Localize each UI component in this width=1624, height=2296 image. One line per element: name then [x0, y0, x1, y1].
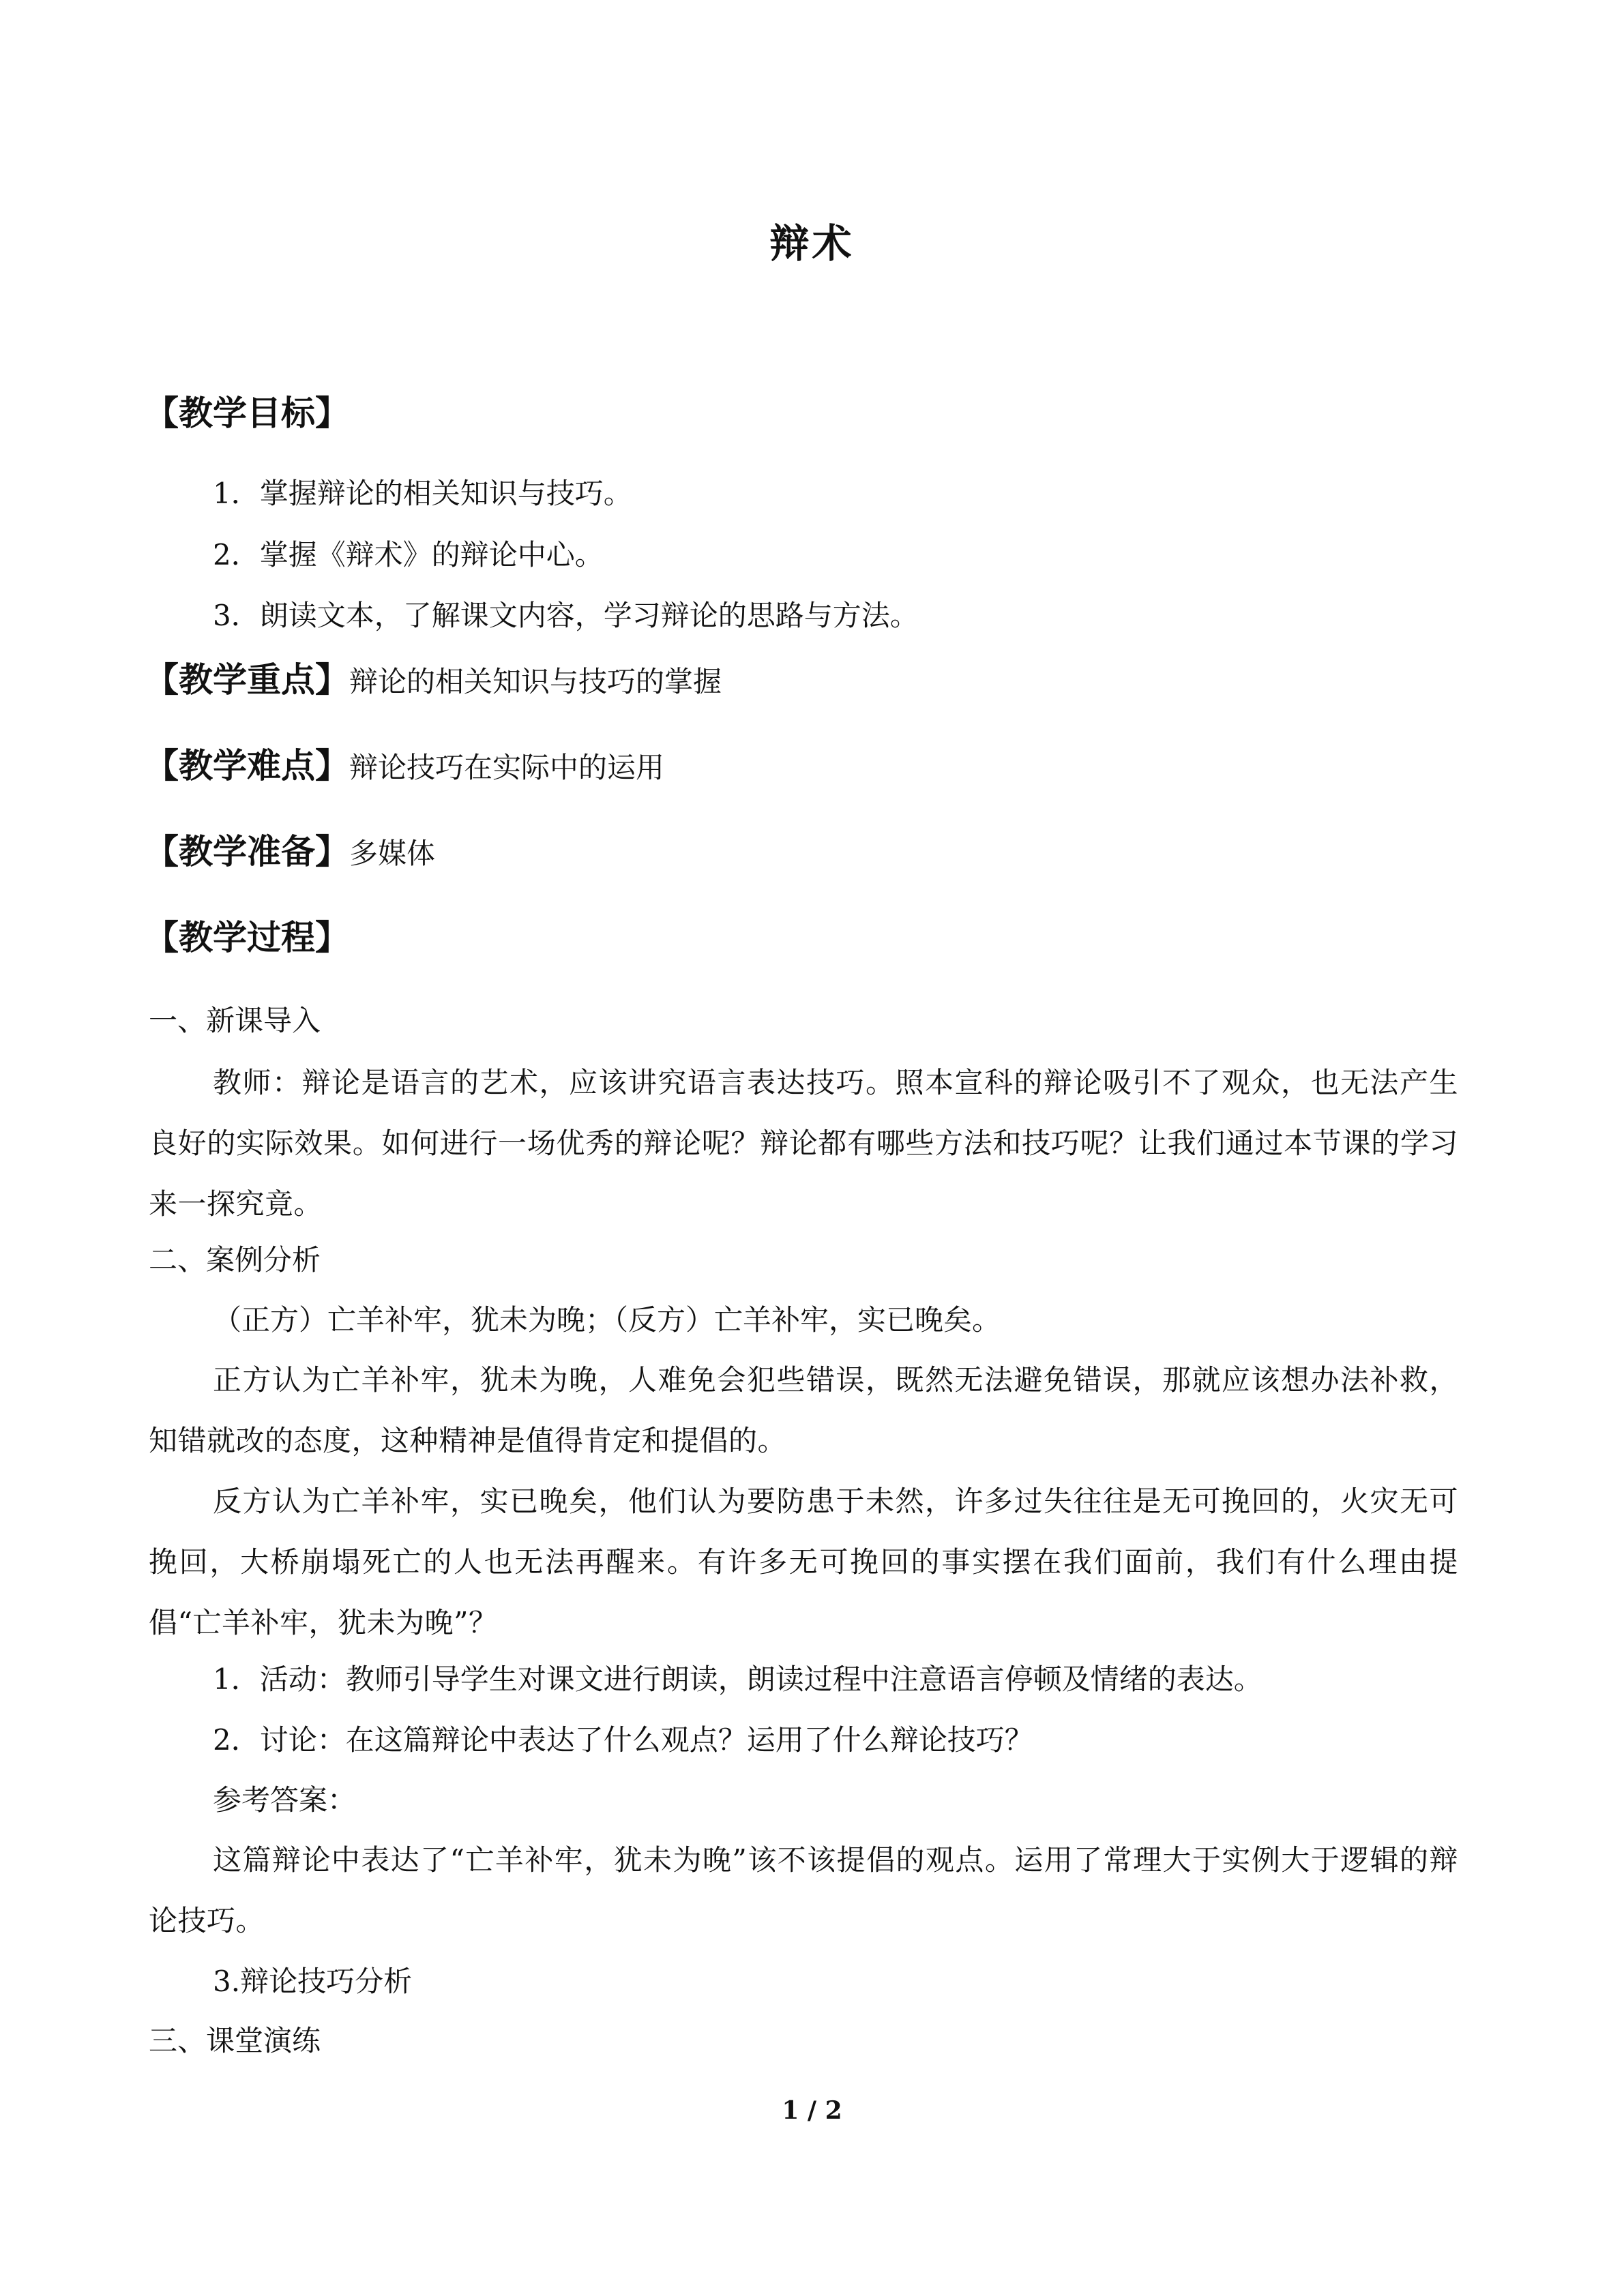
difficulties-text: 辩论技巧在实际中的运用	[349, 751, 665, 784]
objective-item: 3．朗读文本，了解课文内容，学习辩论的思路与方法。	[213, 599, 919, 632]
objectives-heading: 【教学目标】	[145, 393, 349, 433]
answer-label: 参考答案：	[213, 1783, 357, 1817]
difficulties-heading: 【教学难点】	[145, 746, 349, 786]
affirmative-paragraph: 正方认为亡羊补牢，犹未为晚，人难免会犯些错误，既然无法避免错误，那就应该想办法补救，知错就改的态度，这种精神是值得肯定和提倡的。	[149, 1363, 1458, 1457]
answer-paragraph: 这篇辩论中表达了“亡羊补牢，犹未为晚”该不该提倡的观点。运用了常理大于实例大于逻辑的辩论技巧。	[149, 1843, 1458, 1937]
preparation-text: 多媒体	[349, 837, 436, 870]
discussion-item: 2．讨论：在这篇辩论中表达了什么观点？运用了什么辩论技巧？	[213, 1723, 1033, 1757]
negative-paragraph: 反方认为亡羊补牢，实已晚矣，他们认为要防患于未然，许多过失往往是无可挽回的，火灾无可挽回，大桥崩塌死亡的人也无法再醒来。有许多无可挽回的事实摆在我们面前，我们有什么理由提倡“亡羊补牢，犹未为晚”？	[149, 1485, 1458, 1639]
key-points-text: 辩论的相关知识与技巧的掌握	[349, 665, 722, 698]
process-heading: 【教学过程】	[145, 918, 349, 957]
objective-item: 2．掌握《辩术》的辩论中心。	[213, 538, 604, 571]
page-title: 辩术	[769, 220, 855, 267]
debate-topic: （正方）亡羊补牢，犹未为晚；（反方）亡羊补牢，实已晚矣。	[213, 1303, 1001, 1337]
preparation-row	[145, 831, 435, 874]
intro-paragraph: 教师：辩论是语言的艺术，应该讲究语言表达技巧。照本宣科的辩论吸引不了观众，也无法产生良好的实际效果。如何进行一场优秀的辩论呢？辩论都有哪些方法和技巧呢？让我们通过本节课的学习来一探究竟。	[149, 1066, 1458, 1221]
section-title: 三、课堂演练	[149, 2024, 321, 2057]
key-points-heading: 【教学重点】	[145, 660, 349, 700]
objective-item: 1．掌握辩论的相关知识与技巧。	[213, 477, 632, 510]
activity-item: 1．活动：教师引导学生对课文进行朗读，朗读过程中注意语言停顿及情绪的表达。	[213, 1663, 1263, 1696]
page-number: 1 / 2	[782, 2096, 842, 2125]
preparation-heading: 【教学准备】	[145, 832, 349, 871]
difficulties-row	[145, 745, 664, 788]
key-points-row	[145, 659, 722, 702]
section-title: 一、新课导入	[149, 1004, 321, 1037]
skills-item: 3.辩论技巧分析	[213, 1965, 413, 1998]
section-title: 二、案例分析	[149, 1243, 321, 1277]
